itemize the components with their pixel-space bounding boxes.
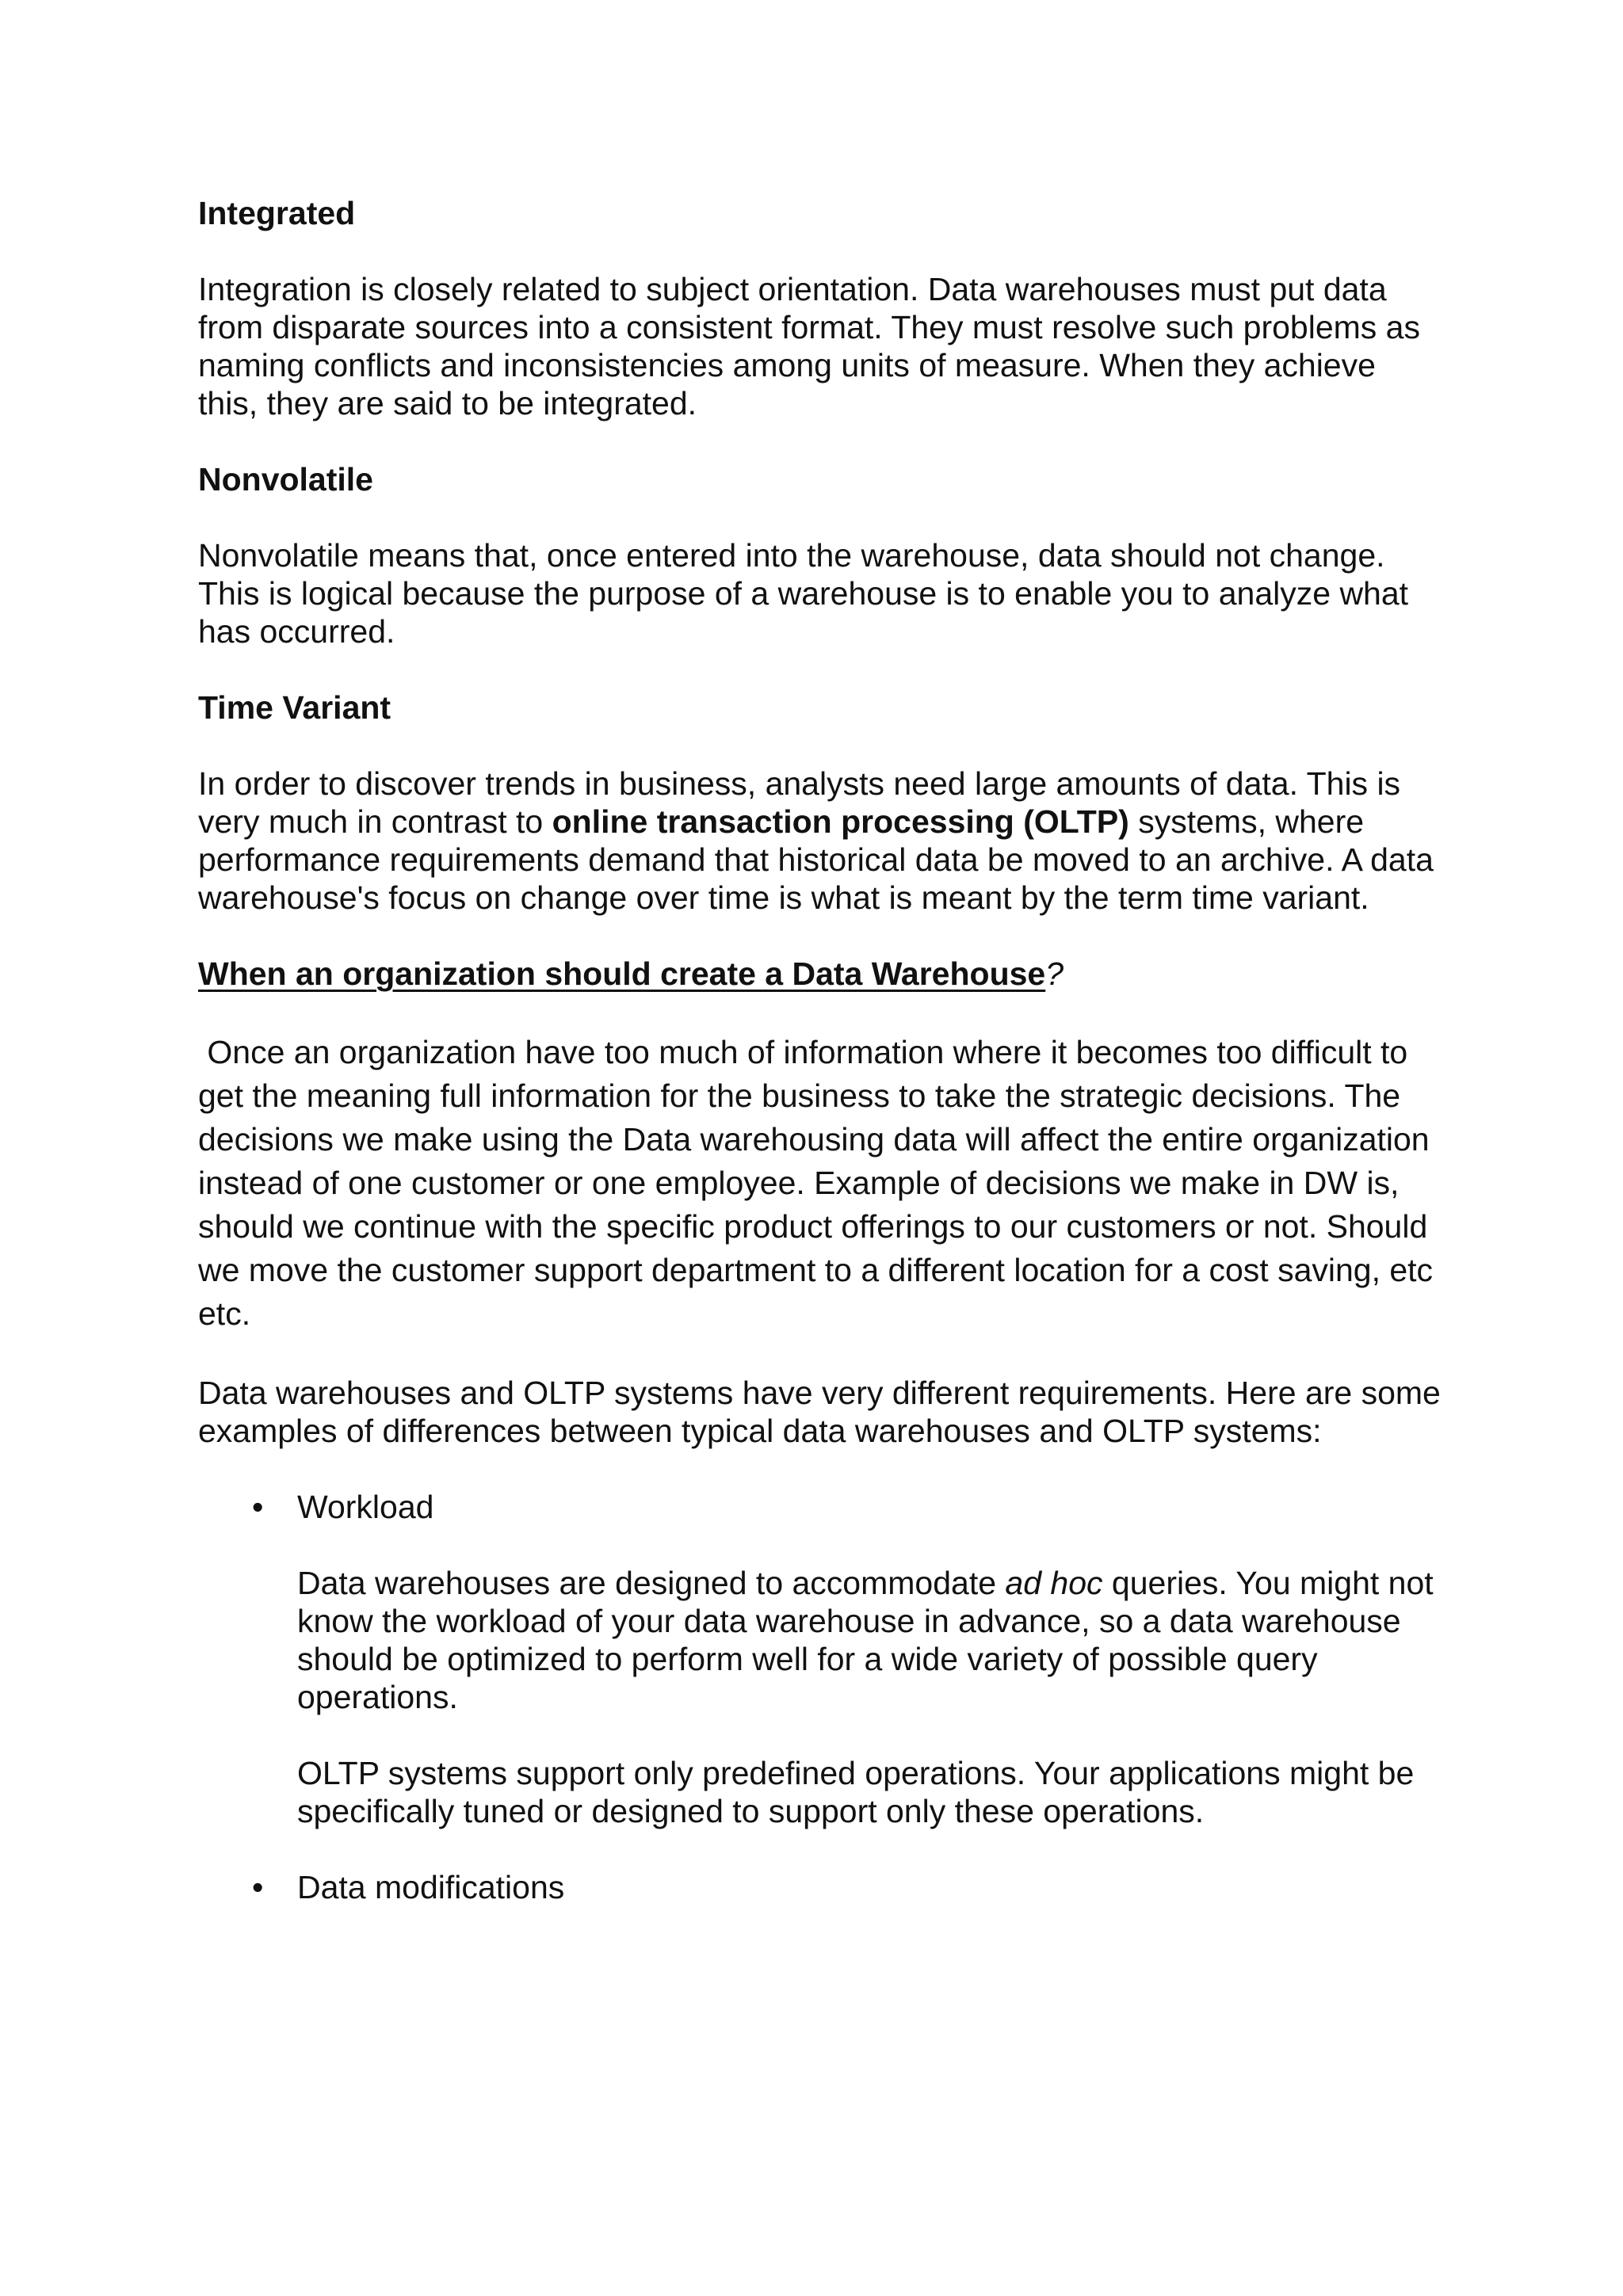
bullet-icon: •: [252, 1869, 264, 1905]
bullet-icon: •: [252, 1489, 264, 1525]
paragraph-workload-oltp: OLTP systems support only predefined operations. Your applications might be specifically tuned or designed to support only these operations.: [297, 1755, 1415, 1829]
paragraph-differences-intro: Data warehouses and OLTP systems have very different requirements. Here are some examples of differences between typical data warehouses and OLTP systems:: [198, 1375, 1441, 1449]
list-item-data-modifications: [198, 1868, 1442, 1906]
text-run: Data warehouses are designed to accommodate: [297, 1565, 1006, 1601]
spacer: [198, 1526, 1442, 1564]
document-page: [198, 194, 1442, 1906]
spacer: [198, 650, 1442, 688]
paragraph-nonvolatile: Nonvolatile means that, once entered into the warehouse, data should not change. This is logical because the purpose of a warehouse is to enable you to analyze what has occurred.: [198, 537, 1409, 650]
heading-nonvolatile: Nonvolatile: [198, 461, 373, 498]
paragraph-workload-dw: [198, 1564, 1442, 1716]
text-run: queries. You might not know the workload of your data warehouse in advance, so a data warehouse should be optimized to perform well for a wide variety of possible query operations.: [297, 1565, 1434, 1715]
spacer: [198, 993, 1442, 1031]
spacer: [198, 727, 1442, 765]
heading-time-variant: Time Variant: [198, 689, 391, 726]
paragraph-when-to-create: Once an organization have too much of information where it becomes too difficult to get the meaning full information for the business to take the strategic decisions. The decisions we make using the Data warehousing data will affect the entire organization instead of one customer or one employee. Example of decisions we make in DW is, should we continue with the specific product offerings to our customers or not. Should we move the customer support department to a different location for a cost saving, etc etc.: [198, 1034, 1442, 1332]
spacer: [198, 498, 1442, 536]
paragraph-time-variant: [198, 765, 1442, 917]
spacer: [198, 232, 1442, 270]
paragraph-integrated: Integration is closely related to subject orientation. Data warehouses must put data from disparate sources into a consistent format. They must resolve such problems as naming conflicts and inconsistencies among units of measure. When they achieve this, they are said to be integrated.: [198, 271, 1420, 421]
list-item-label: Data modifications: [297, 1869, 565, 1905]
spacer: [198, 1830, 1442, 1868]
differences-list: [198, 1488, 1442, 1526]
spacer: [198, 1336, 1442, 1374]
italic-term-ad-hoc: ad hoc: [1005, 1565, 1103, 1601]
heading-integrated: Integrated: [198, 195, 356, 231]
list-item-workload: [198, 1488, 1442, 1526]
bold-term-oltp: online transaction processing (OLTP): [552, 803, 1129, 840]
spacer: [198, 422, 1442, 460]
underlined-heading-text: When an organization should create a Data Warehouse: [198, 955, 1046, 992]
differences-list-continued: [198, 1868, 1442, 1906]
spacer: [198, 1716, 1442, 1754]
text-run: In order to discover trends in business, analysts need large amounts of data. This is very much in contrast to: [198, 765, 1401, 840]
heading-suffix: ?: [1045, 955, 1064, 992]
spacer: [198, 917, 1442, 955]
text-run: systems, where performance requirements demand that historical data be moved to an archive. A data warehouse's focus on change over time is what is meant by the term time variant.: [198, 803, 1434, 916]
heading-when-to-create: [198, 955, 1442, 993]
spacer: [198, 1450, 1442, 1488]
list-item-label: Workload: [297, 1489, 434, 1525]
